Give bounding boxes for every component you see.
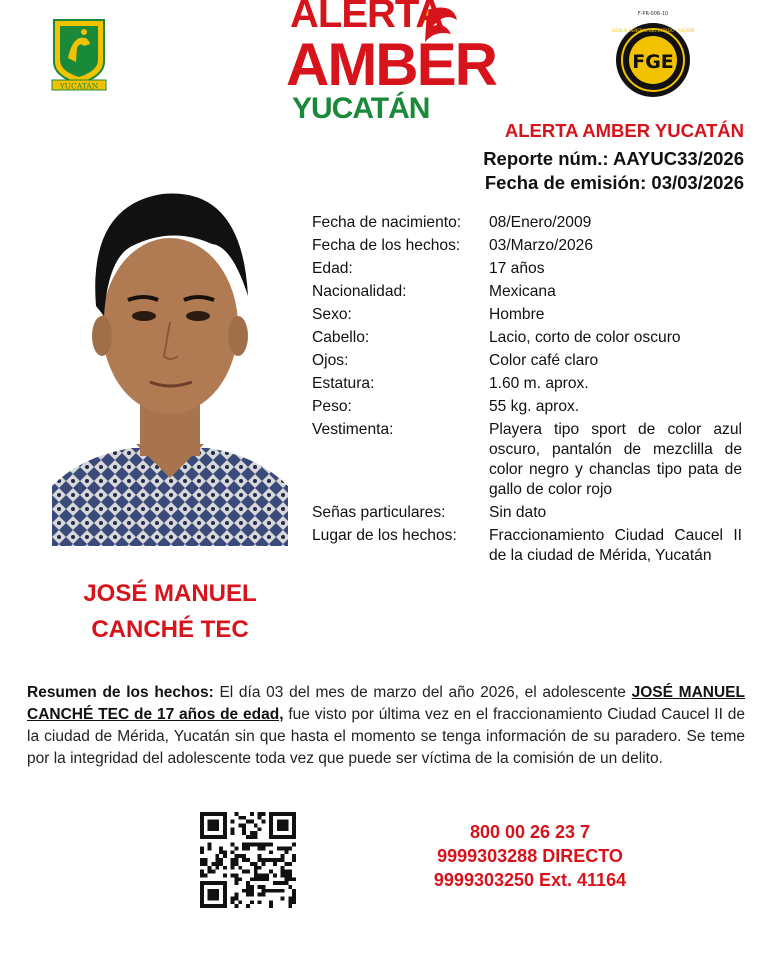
svg-text:YUCATÁN: YUCATÁN xyxy=(59,81,99,91)
detail-label: Edad: xyxy=(312,260,353,277)
person-name-line1: JOSÉ MANUEL xyxy=(83,580,257,607)
detail-label: Nacionalidad: xyxy=(312,283,407,300)
amber-logo-yucatan-text: YUCATÁN xyxy=(292,92,430,125)
phone-extension[interactable]: 9999303250 Ext. 41164 xyxy=(433,870,627,890)
detail-value: 17 años xyxy=(489,260,545,277)
phone-toll-free[interactable]: 800 00 26 23 7 xyxy=(469,822,591,842)
summary-highlight: JOSÉ MANUEL CANCHÉ TEC de 17 años de edad, xyxy=(27,684,745,723)
detail-row-event-date xyxy=(312,236,742,256)
detail-label: Fecha de los hechos: xyxy=(312,237,461,254)
report-number: Reporte núm.: AAYUC33/2026 xyxy=(483,148,744,169)
detail-value: Hombre xyxy=(489,306,545,323)
detail-row-eyes xyxy=(312,351,742,371)
detail-row-sex xyxy=(312,305,742,325)
detail-value: 55 kg. aprox. xyxy=(489,398,580,415)
summary-text-start: El día 03 del mes de marzo del año 2026, el adolescente xyxy=(213,684,632,701)
detail-label: Fecha de nacimiento: xyxy=(312,214,462,231)
detail-label: Estatura: xyxy=(312,375,375,392)
amber-logo-alerta-text: ALERTA xyxy=(290,0,444,36)
detail-label: Lugar de los hechos: xyxy=(312,527,457,544)
detail-row-age xyxy=(312,259,742,279)
detail-label: Vestimenta: xyxy=(312,421,394,438)
amber-logo-amber-text: AMBER xyxy=(286,31,496,98)
phone-direct[interactable]: 9999303288 DIRECTO xyxy=(437,846,623,866)
detail-value: Lacio, corto de color oscuro xyxy=(489,329,681,346)
detail-value: 03/Marzo/2026 xyxy=(489,237,594,254)
detail-value: Playera tipo sport de color azul oscuro, pantalón de mezclilla de color negro y chanclas tipo pata de gallo de color rojo xyxy=(489,421,742,498)
detail-value: Fraccionamiento Ciudad Caucel II de la ciudad de Mérida, Yucatán xyxy=(489,527,742,564)
detail-value: Sin dato xyxy=(489,504,547,521)
detail-label: Señas particulares: xyxy=(312,504,446,521)
detail-label: Ojos: xyxy=(312,352,349,369)
detail-row-clothing xyxy=(312,420,742,500)
detail-row-height xyxy=(312,374,742,394)
detail-value: 08/Enero/2009 xyxy=(489,214,592,231)
person-details xyxy=(312,213,742,569)
yucatan-coat-of-arms-logo xyxy=(50,18,108,92)
detail-row-weight xyxy=(312,397,742,417)
person-name-line2: CANCHÉ TEC xyxy=(91,616,249,643)
detail-label: Cabello: xyxy=(312,329,370,346)
fge-logo xyxy=(612,8,694,100)
detail-value: Color café claro xyxy=(489,352,599,369)
detail-row-birthdate xyxy=(312,213,742,233)
summary-label: Resumen de los hechos: xyxy=(27,684,214,701)
issue-date: Fecha de emisión: 03/03/2026 xyxy=(484,172,744,193)
missing-person-photo xyxy=(52,166,288,546)
detail-label: Sexo: xyxy=(312,306,352,323)
summary-text-end: fue visto por última vez en el fraccionamiento Ciudad Caucel II de la ciudad de Mérida, Yucatán sin que hasta el momento se tenga información de su paradero. Se teme por la integridad del adolescente toda vez que puede ser víctima de la comisión de un delito. xyxy=(27,706,745,767)
svg-text:FISCALÍA GENERAL DEL ESTADO ·: FISCALÍA GENERAL DEL ESTADO · YUCATÁN xyxy=(612,28,694,33)
qr-code[interactable] xyxy=(200,812,296,908)
svg-text:F-PR-006-10: F-PR-006-10 xyxy=(637,11,669,17)
detail-label: Peso: xyxy=(312,398,352,415)
detail-row-hair xyxy=(312,328,742,348)
detail-value: Mexicana xyxy=(489,283,556,300)
detail-row-nationality xyxy=(312,282,742,302)
alert-title: ALERTA AMBER YUCATÁN xyxy=(504,120,744,141)
svg-text:FGE: FGE xyxy=(632,51,674,73)
event-summary xyxy=(27,682,745,770)
detail-value: 1.60 m. aprox. xyxy=(489,375,589,392)
detail-row-marks xyxy=(312,503,742,523)
detail-row-location xyxy=(312,526,742,566)
